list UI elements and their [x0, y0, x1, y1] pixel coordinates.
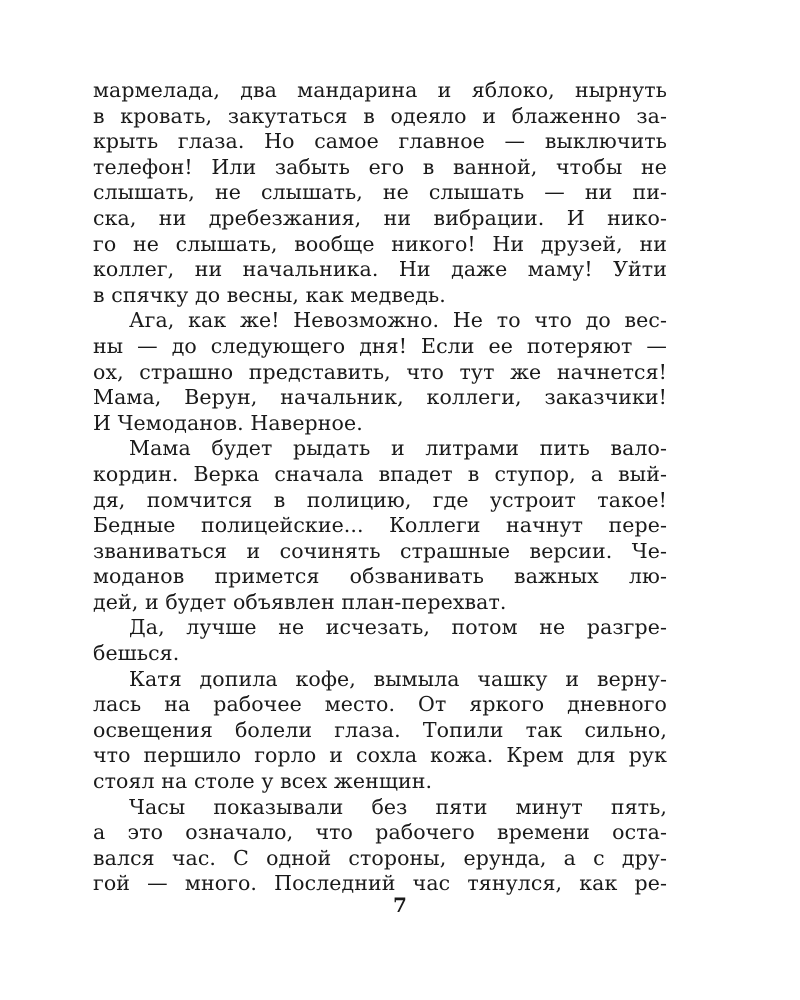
text-line: бешься. — [93, 641, 180, 666]
text-line: Катя допила кофе, вымыла чашку и верну- — [129, 666, 667, 691]
text-line: дя, помчится в полицию, где устроит такое! — [93, 487, 667, 512]
text-line: ох, страшно представить, что тут же начнется! — [93, 359, 667, 384]
text-line: Мама будет рыдать и литрами пить вало- — [129, 436, 667, 461]
text-line: слышать, не слышать, не слышать — ни пи- — [93, 180, 667, 205]
paragraph — [93, 436, 667, 615]
text-line: Мама, Верун, начальник, коллеги, заказчики! — [93, 385, 667, 410]
page-body — [93, 78, 667, 897]
text-line: Часы показывали без пяти минут пять, — [129, 794, 667, 819]
text-line: Ага, как же! Невозможно. Не то что до вес- — [129, 308, 667, 333]
text-line: И Чемоданов. Наверное. — [93, 410, 363, 435]
paragraph — [93, 78, 667, 308]
text-line: го не слышать, вообще никого! Ни друзей, ни — [93, 231, 667, 256]
text-line: ска, ни дребезжания, ни вибрации. И нико- — [93, 205, 667, 230]
text-line: лась на рабочее место. От яркого дневного — [93, 692, 667, 717]
text-line: что першило горло и сохла кожа. Крем для рук — [93, 743, 667, 768]
text-line: освещения болели глаза. Топили так сильно, — [93, 717, 667, 742]
text-line: а это означало, что рабочего времени оста- — [93, 820, 667, 845]
text-line: дей, и будет объявлен план-перехват. — [93, 589, 507, 614]
text-line: Бедные полицейские... Коллеги начнут пере- — [93, 513, 667, 538]
paragraph — [93, 615, 667, 666]
text-line: в кровать, закутаться в одеяло и блаженно за- — [93, 103, 667, 128]
text-line: гой — много. Последний час тянулся, как ре- — [93, 871, 667, 896]
text-line: вался час. С одной стороны, ерунда, а с дру- — [93, 845, 667, 870]
text-line: мармелада, два мандарина и яблоко, нырнуть — [93, 78, 667, 102]
text-line: кордин. Верка сначала впадет в ступор, а вый- — [93, 461, 667, 486]
text-line: званиваться и сочинять страшные версии. Че- — [93, 538, 667, 563]
text-line: ны — до следующего дня! Если ее потеряют — — [93, 333, 667, 358]
text-line: стоял на столе у всех женщин. — [93, 769, 433, 794]
paragraph — [93, 795, 667, 897]
text-line: телефон! Или забыть его в ванной, чтобы не — [93, 154, 667, 179]
paragraph — [93, 308, 667, 436]
text-line: крыть глаза. Но самое главное — выключить — [93, 129, 667, 154]
text-line: Да, лучше не исчезать, потом не разгре- — [129, 615, 667, 640]
page-number: 7 — [393, 893, 407, 917]
text-line: коллег, ни начальника. Ни даже маму! Уйти — [93, 257, 667, 282]
text-line: моданов примется обзванивать важных лю- — [93, 564, 667, 589]
text-line: в спячку до весны, как медведь. — [93, 282, 446, 307]
paragraph — [93, 667, 667, 795]
